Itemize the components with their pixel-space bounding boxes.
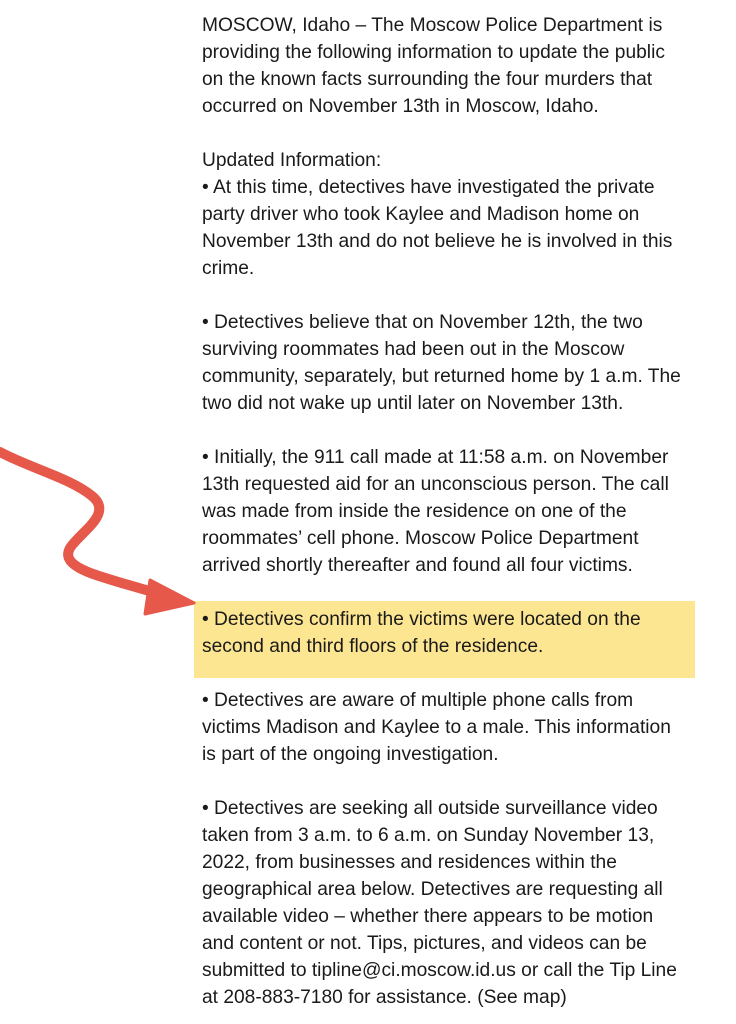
paragraph-gap (202, 660, 732, 687)
text-line: two did not wake up until later on November 13th. (202, 393, 624, 414)
text-line: and content or not. Tips, pictures, and videos can be (202, 933, 647, 954)
text-line: arrived shortly thereafter and found all four victims. (202, 555, 633, 576)
bullet-paragraph-1 (202, 174, 732, 282)
text-line: victims Madison and Kaylee to a male. This information (202, 717, 671, 738)
text-line: • Initially, the 911 call made at 11:58 a.m. on November (202, 447, 669, 468)
paragraph-gap (202, 768, 732, 795)
text-line: • Detectives confirm the victims were located on the (202, 609, 641, 630)
intro-paragraph (202, 12, 732, 120)
text-line: • Detectives are seeking all outside surveillance video (202, 798, 658, 819)
text-line: • At this time, detectives have investigated the private (202, 177, 655, 198)
text-line: crime. (202, 258, 255, 279)
text-line: 13th requested aid for an unconscious person. The call (202, 474, 669, 495)
paragraph-gap (202, 417, 732, 444)
text-line: submitted to tipline@ci.moscow.id.us or call the Tip Line (202, 960, 677, 981)
article-body (202, 12, 732, 1011)
text-line: occurred on November 13th in Moscow, Idaho. (202, 96, 599, 117)
text-line: November 13th and do not believe he is involved in this (202, 231, 673, 252)
text-line: 2022, from businesses and residences within the (202, 852, 617, 873)
arrow-shaft (0, 452, 170, 597)
bullet-paragraph-4-highlighted (202, 606, 732, 660)
bullet-paragraph-2 (202, 309, 732, 417)
bullet-paragraph-5 (202, 687, 732, 768)
text-line: taken from 3 a.m. to 6 a.m. on Sunday November 13, (202, 825, 655, 846)
text-line: geographical area below. Detectives are requesting all (202, 879, 663, 900)
text-line: providing the following information to update the public (202, 42, 665, 63)
bullet-paragraph-6 (202, 795, 732, 1011)
text-line: on the known facts surrounding the four murders that (202, 69, 653, 90)
text-line: at 208-883-7180 for assistance. (See map) (202, 987, 567, 1008)
text-line: available video – whether there appears to be motion (202, 906, 654, 927)
paragraph-gap (202, 282, 732, 309)
section-heading: Updated Information: (202, 150, 382, 171)
arrow-head (145, 580, 194, 614)
text-line: was made from inside the residence on one of the (202, 501, 627, 522)
text-line: • Detectives believe that on November 12th, the two (202, 312, 643, 333)
text-line: community, separately, but returned home by 1 a.m. The (202, 366, 681, 387)
text-line: MOSCOW, Idaho – The Moscow Police Department is (202, 15, 663, 36)
text-line: • Detectives are aware of multiple phone calls from (202, 690, 634, 711)
text-line: second and third floors of the residence. (202, 636, 544, 657)
bullet-paragraph-3 (202, 444, 732, 579)
text-line: surviving roommates had been out in the Moscow (202, 339, 625, 360)
text-line: roommates’ cell phone. Moscow Police Department (202, 528, 639, 549)
text-line: is part of the ongoing investigation. (202, 744, 499, 765)
text-line: party driver who took Kaylee and Madison home on (202, 204, 640, 225)
paragraph-gap (202, 579, 732, 606)
paragraph-gap (202, 120, 732, 147)
